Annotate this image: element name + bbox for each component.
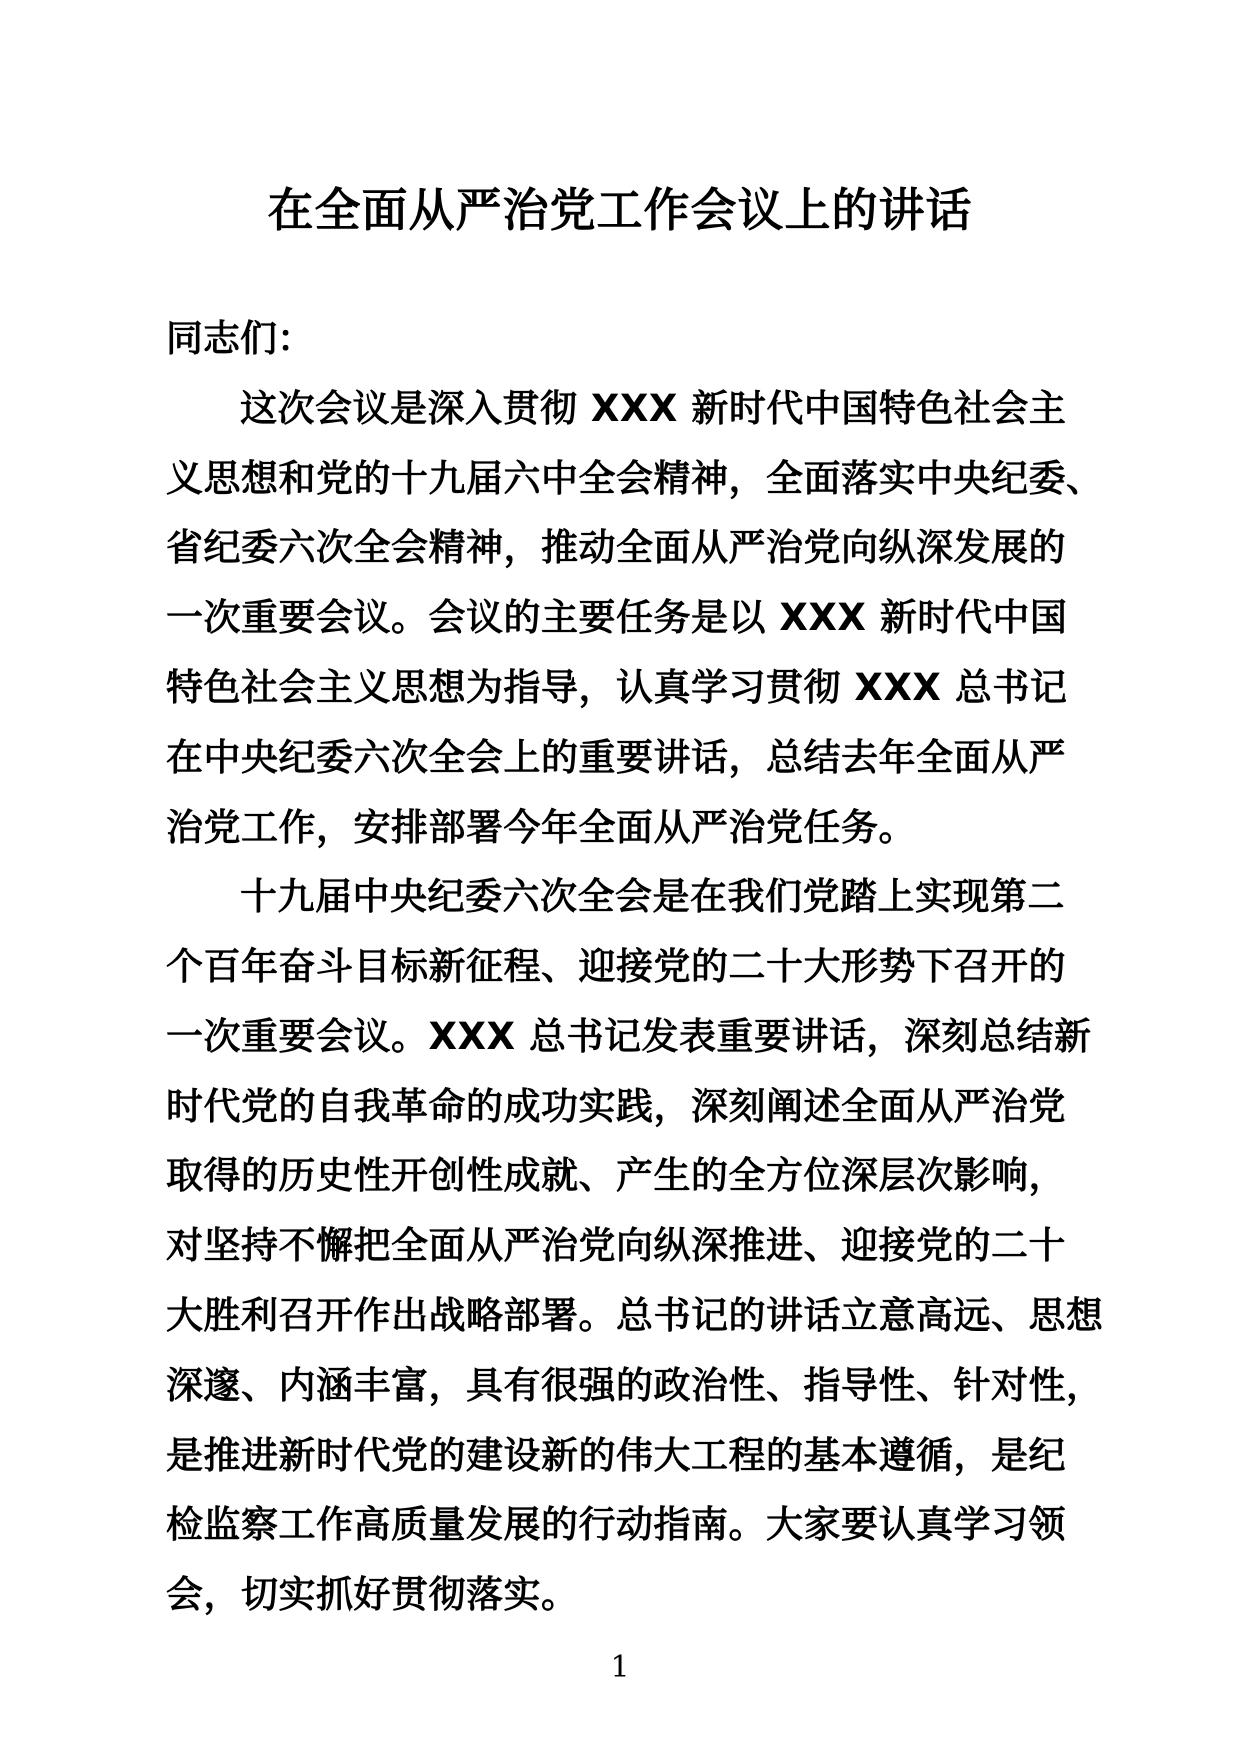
paragraph-1-line-4: 一次重要会议。会议的主要任务是以 XXX 新时代中国	[166, 596, 1068, 639]
salutation: 同志们：	[166, 317, 314, 360]
paragraph-2-line-5: 取得的历史性开创性成就、产生的全方位深层次影响，	[166, 1154, 1066, 1197]
paragraph-1-line-2: 义思想和党的十九届六中全会精神，全面落实中央纪委、	[166, 457, 1104, 500]
paragraph-2-line-10: 检监察工作高质量发展的行动指南。大家要认真学习领	[166, 1503, 1066, 1546]
paragraph-2-line-8: 深邃、内涵丰富，具有很强的政治性、指导性、针对性，	[166, 1364, 1104, 1407]
paragraph-1-line-5: 特色社会主义思想为指导，认真学习贯彻 XXX 总书记	[166, 666, 1068, 709]
paragraph-2-line-4: 时代党的自我革命的成功实践，深刻阐述全面从严治党	[166, 1085, 1066, 1128]
paragraph-2-line-6: 对坚持不懈把全面从严治党向纵深推进、迎接党的二十	[166, 1224, 1066, 1267]
paragraph-2-line-9: 是推进新时代党的建设新的伟大工程的基本遵循，是纪	[166, 1434, 1066, 1477]
paragraph-1-line-3: 省纪委六次全会精神，推动全面从严治党向纵深发展的	[166, 526, 1066, 569]
paragraph-2-line-1: 十九届中央纪委六次全会是在我们党踏上实现第二	[240, 875, 1065, 918]
paragraph-2-line-7: 大胜利召开作出战略部署。总书记的讲话立意高远、思想	[166, 1294, 1104, 1337]
page-number: 1	[610, 1650, 630, 1685]
paragraph-1-line-7: 治党工作，安排部署今年全面从严治党任务。	[166, 806, 916, 849]
paragraph-2-line-2: 个百年奋斗目标新征程、迎接党的二十大形势下召开的	[166, 945, 1066, 988]
paragraph-2-line-3: 一次重要会议。XXX 总书记发表重要讲话，深刻总结新	[166, 1015, 1092, 1058]
document-title: 在全面从严治党工作会议上的讲话	[267, 183, 973, 237]
paragraph-2-line-11: 会，切实抓好贯彻落实。	[166, 1573, 579, 1616]
paragraph-1-line-6: 在中央纪委六次全会上的重要讲话，总结去年全面从严	[166, 736, 1066, 779]
paragraph-1-line-1: 这次会议是深入贯彻 XXX 新时代中国特色社会主	[240, 387, 1067, 430]
